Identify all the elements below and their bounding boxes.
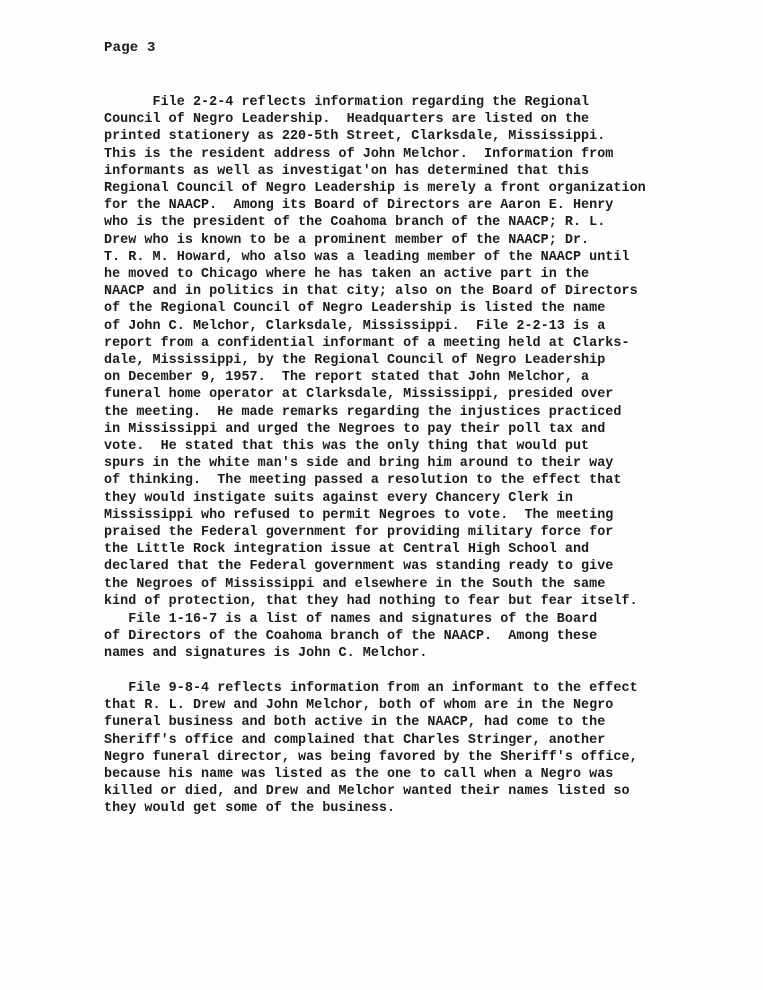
text-line: report from a confidential informant of a meeting held at Clarks- [104,335,630,351]
text-line: Drew who is known to be a prominent member of the NAACP; Dr. [104,232,590,248]
text-line: T. R. M. Howard, who also was a leading member of the NAACP until [104,249,630,265]
text-line: NAACP and in politics in that city; also on the Board of Directors [104,284,638,300]
text-line: he moved to Chicago where he has taken an active part in the [104,267,590,283]
text-line: they would get some of the business. [104,801,396,817]
text-line: the Little Rock integration issue at Central High School and [104,542,590,558]
paragraph-file-9-8-4 [104,680,724,818]
text-line: File 2-2-4 reflects information regarding the Regional [104,95,590,110]
paragraph-file-1-16-7 [104,611,724,663]
text-line: of John C. Melchor, Clarksdale, Mississippi. File 2-2-13 is a [104,318,606,334]
paragraph-file-2-2-4 [104,94,724,610]
text-line: of the Regional Council of Negro Leadership is listed the name [104,301,606,317]
text-line: that R. L. Drew and John Melchor, both of whom are in the Negro [104,698,614,714]
text-line: who is the president of the Coahoma branch of the NAACP; R. L. [104,215,606,231]
page-number: Page 3 [104,40,156,56]
text-line: Regional Council of Negro Leadership is merely a front organization [104,181,646,197]
text-line: names and signatures is John C. Melchor. [104,646,428,662]
text-line: funeral home operator at Clarksdale, Mississippi, presided over [104,387,614,403]
text-line: Negro funeral director, was being favored by the Sheriff's office, [104,749,638,765]
text-line: Council of Negro Leadership. Headquarters are listed on the [104,112,590,128]
text-line: on December 9, 1957. The report stated that John Melchor, a [104,370,590,386]
text-line: File 1-16-7 is a list of names and signatures of the Board [104,612,598,627]
text-line: printed stationery as 220-5th Street, Clarksdale, Mississippi. [104,129,606,145]
text-line: of Directors of the Coahoma branch of the NAACP. Among these [104,629,598,645]
text-line: for the NAACP. Among its Board of Directors are Aaron E. Henry [104,198,614,214]
text-line: File 9-8-4 reflects information from an informant to the effect [104,681,638,696]
text-line: the meeting. He made remarks regarding the injustices practiced [104,404,622,420]
text-line: declared that the Federal government was standing ready to give [104,559,614,575]
text-line: killed or died, and Drew and Melchor wanted their names listed so [104,784,630,800]
text-line: vote. He stated that this was the only thing that would put [104,439,590,455]
text-line: This is the resident address of John Melchor. Information from [104,146,614,162]
text-line: Mississippi who refused to permit Negroes to vote. The meeting [104,507,614,523]
text-line: funeral business and both active in the NAACP, had come to the [104,715,606,731]
text-line: dale, Mississippi, by the Regional Council of Negro Leadership [104,353,606,369]
text-line: Sheriff's office and complained that Charles Stringer, another [104,732,606,748]
text-line: spurs in the white man's side and bring him around to their way [104,456,614,472]
text-line: praised the Federal government for providing military force for [104,525,614,541]
text-line: they would instigate suits against every Chancery Clerk in [104,490,573,506]
text-line: because his name was listed as the one to call when a Negro was [104,767,614,783]
text-line: informants as well as investigat'on has determined that this [104,163,590,179]
text-line: the Negroes of Mississippi and elsewhere in the South the same [104,576,606,592]
text-line: of thinking. The meeting passed a resolution to the effect that [104,473,622,489]
text-line: kind of protection, that they had nothing to fear but fear itself. [104,593,638,609]
text-line: in Mississippi and urged the Negroes to pay their poll tax and [104,421,606,437]
